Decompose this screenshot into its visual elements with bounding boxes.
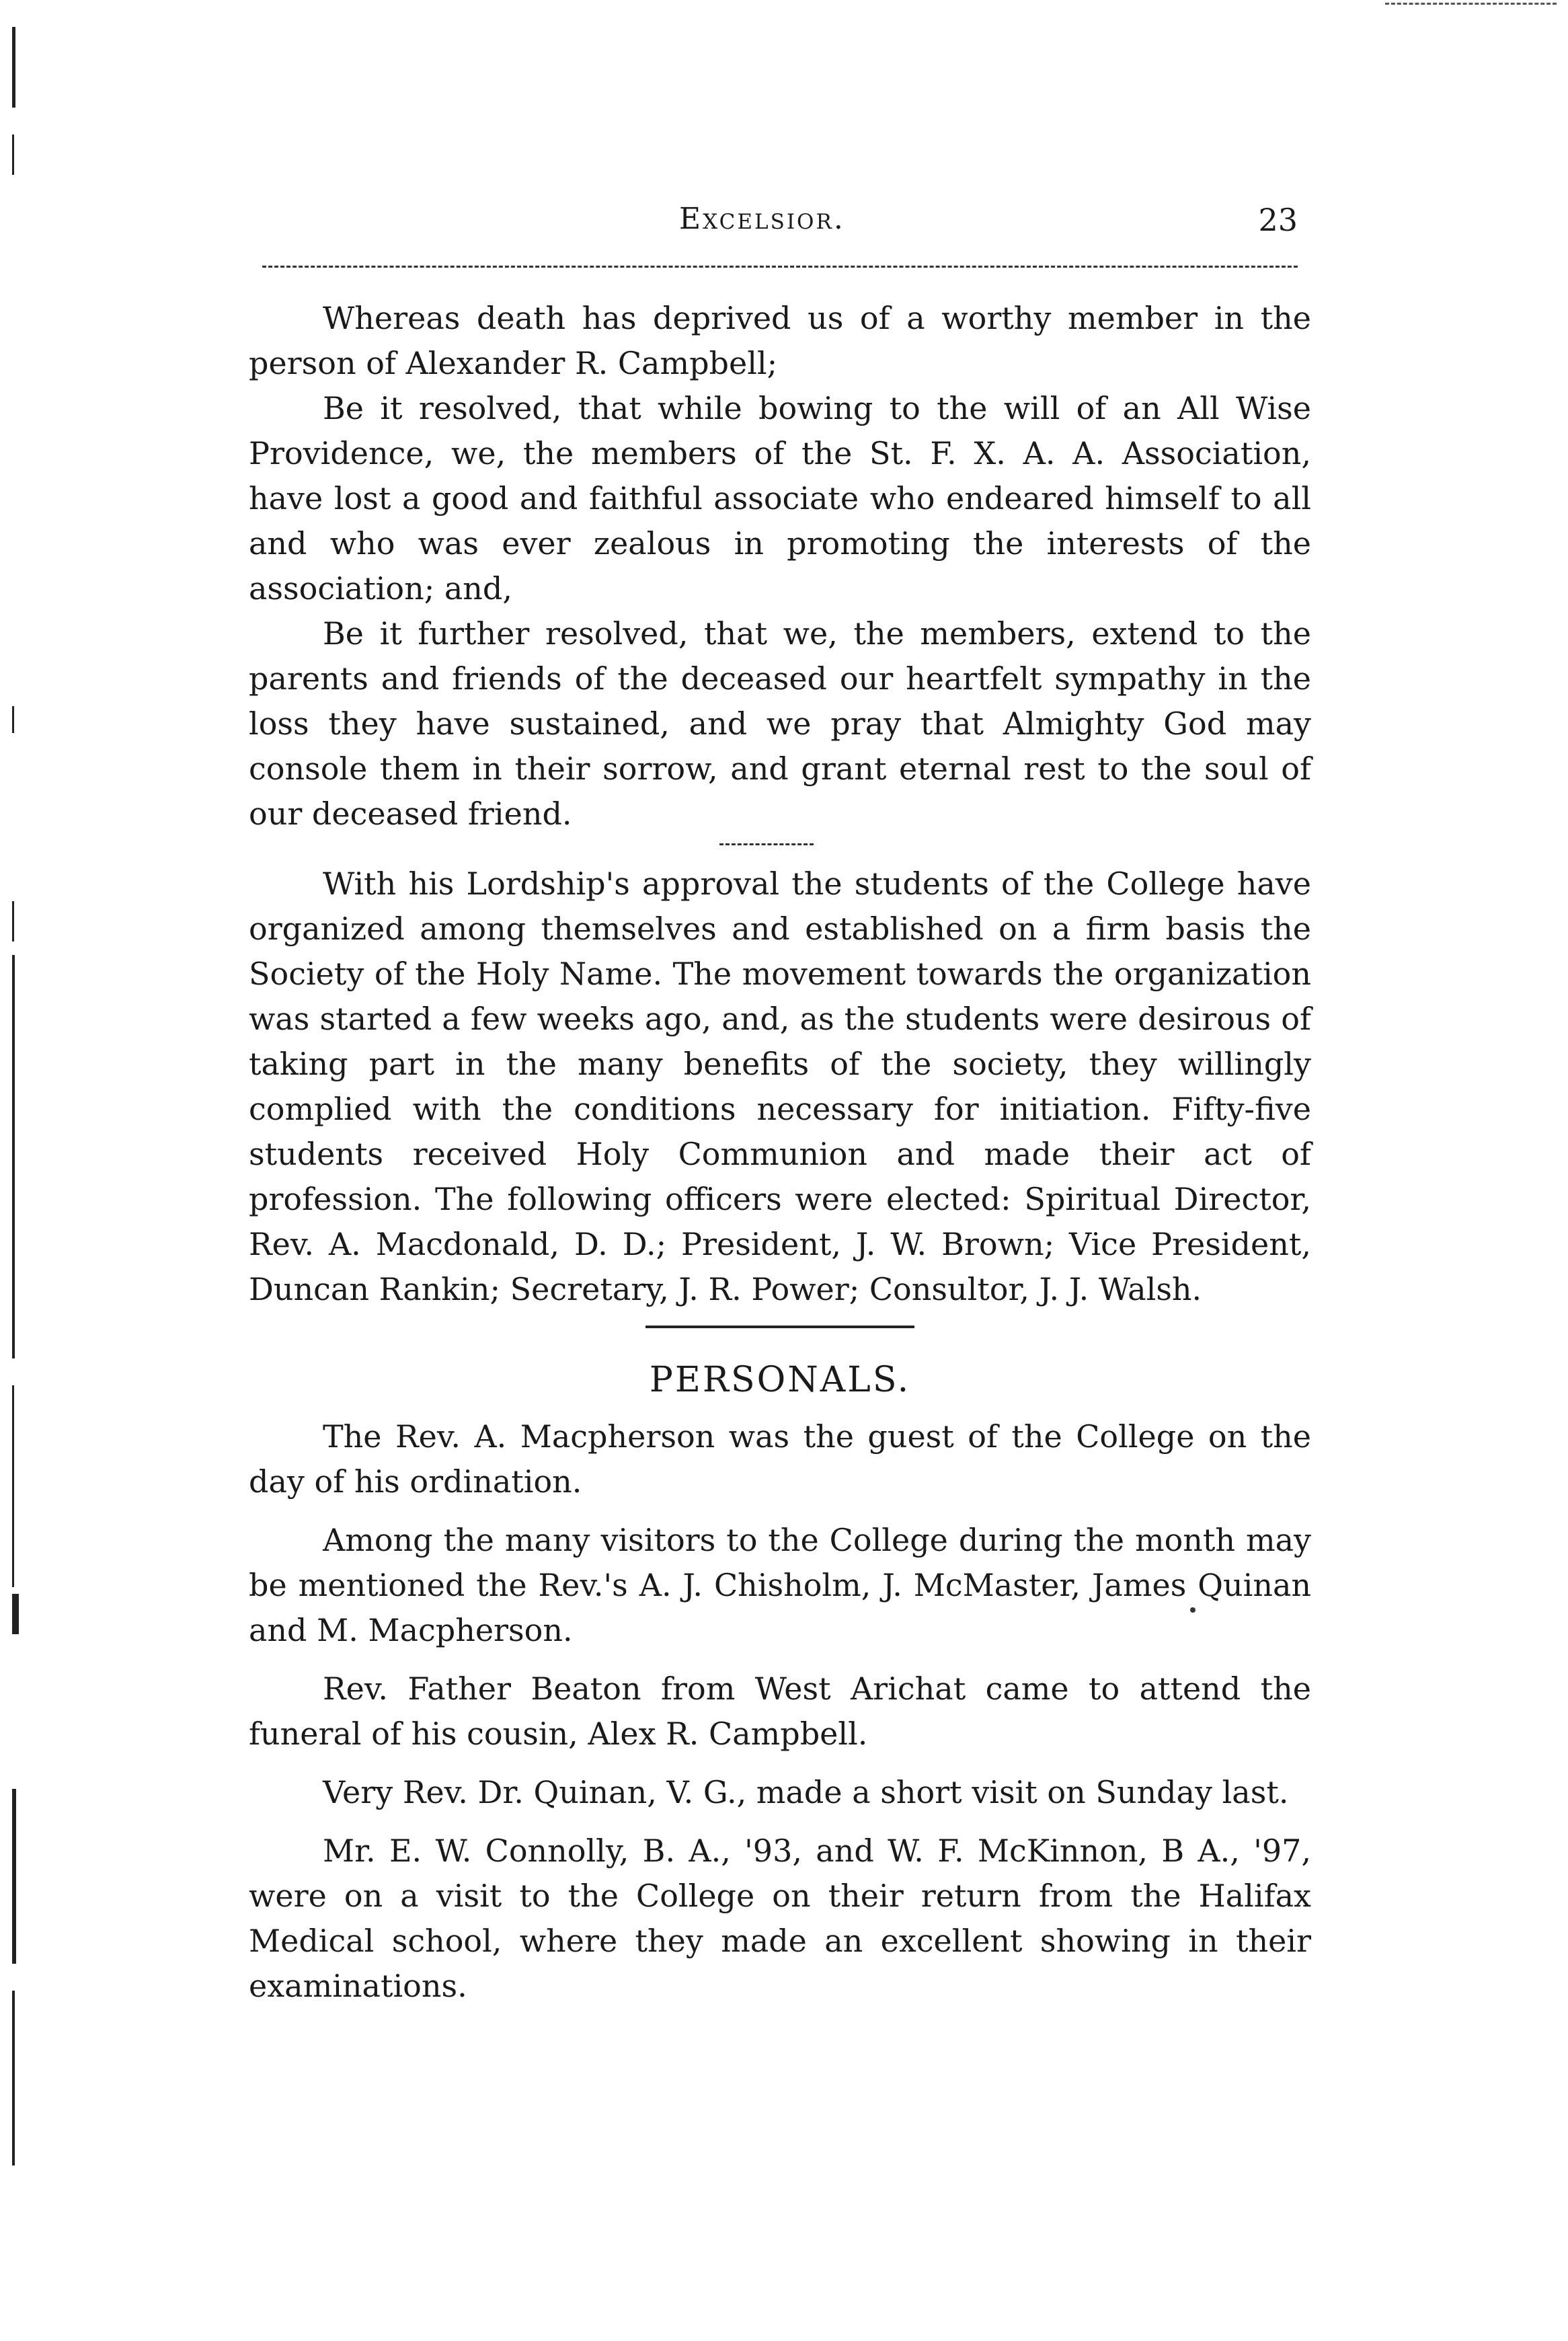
scan-artifact-edge-mark — [12, 955, 15, 1358]
running-title: Excelsior. — [679, 202, 845, 236]
scan-artifact-edge-mark — [12, 1385, 14, 1587]
scan-artifact-edge-mark — [12, 1991, 15, 2165]
section-divider — [719, 843, 814, 845]
personals-item: Rev. Father Beaton from West Arichat came to attend the funeral of his cousin, Alex R. Campbell. — [249, 1671, 1311, 1752]
personals-item: Among the many visitors to the College during the month may be mentioned the Rev.'s A. J. Chisholm, J. McMaster, James Quinan and M. Macpherson. — [249, 1522, 1311, 1648]
personals-item: Very Rev. Dr. Quinan, V. G., made a short visit on Sunday last. — [323, 1774, 1289, 1810]
scan-artifact-edge-mark — [12, 1789, 16, 1964]
resolution-section — [249, 296, 1311, 837]
scan-artifact-edge-mark — [12, 27, 15, 108]
holy-name-section — [249, 861, 1311, 1312]
header-rule — [262, 266, 1298, 268]
page-body — [249, 296, 1311, 2009]
running-header — [262, 202, 1298, 242]
personals-section — [249, 1356, 1311, 2009]
scan-artifact-top-rule — [1385, 3, 1557, 7]
personals-item: Mr. E. W. Connolly, B. A., '93, and W. F. McKinnon, B A., '97, were on a visit to the College on their return from the Halifax Medical school, where they made an excellent showing in their examinations. — [249, 1833, 1311, 2004]
personals-item: The Rev. A. Macpherson was the guest of the College on the day of his ordination. — [249, 1418, 1311, 1500]
personals-heading: PERSONALS. — [649, 1360, 911, 1400]
resolution-paragraph: Whereas death has deprived us of a worthy member in the person of Alexander R. Campbell; — [249, 300, 1311, 381]
page-number: 23 — [1258, 202, 1298, 238]
scan-artifact-edge-mark — [12, 706, 14, 733]
resolution-paragraph: Be it further resolved, that we, the members, extend to the parents and friends of the deceased our heartfelt sympathy in the loss they have sustained, and we pray that Almighty God may console them in their sorrow, and grant eternal rest to the soul of our deceased friend. — [249, 615, 1311, 832]
scan-artifact-edge-mark — [12, 135, 14, 175]
resolution-paragraph: Be it resolved, that while bowing to the will of an All Wise Providence, we, the members of the St. F. X. A. A. Association, have lost a good and faithful associate who endeared himself to all and who was ever zealous in promoting the interests of the association; and, — [249, 390, 1311, 607]
scan-artifact-edge-mark — [12, 1594, 19, 1634]
holy-name-paragraph: With his Lordship's approval the students of the College have organized among themselves and established on a firm basis the Society of the Holy Name. The movement towards the organization was started a few weeks ago, and, as the students were desirous of taking part in the many benefits of the society, they willingly complied with the conditions necessary for initiation. Fifty-five students received Holy Communion and made their act of profession. The following officers were elected: Spiritual Director, Rev. A. Macdonald, D. D.; President, J. W. Brown; Vice President, Duncan Rankin; Secretary, J. R. Power; Consultor, J. J. Walsh. — [249, 866, 1311, 1307]
scan-artifact-edge-mark — [12, 901, 14, 942]
section-divider — [645, 1326, 914, 1328]
